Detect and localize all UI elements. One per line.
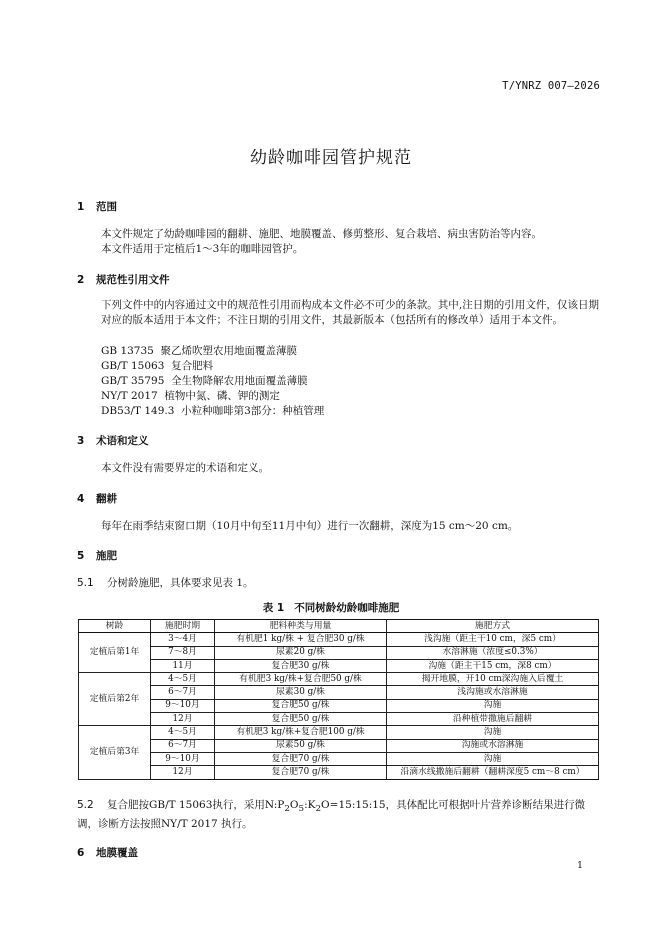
period-cell: 4～5月 xyxy=(151,673,215,686)
section-2-heading xyxy=(77,272,170,287)
section-4-heading xyxy=(77,491,117,506)
table-row xyxy=(79,766,599,779)
subscript: 2 xyxy=(284,804,290,815)
table-row xyxy=(79,752,599,765)
period-cell: 9～10月 xyxy=(151,752,215,765)
tree-age-cell: 定植后第3年 xyxy=(79,726,151,779)
reference-name: 聚乙烯吹塑农用地面覆盖薄膜 xyxy=(160,345,298,357)
clause-number: 5.2 xyxy=(77,799,94,811)
paragraph: 本文件没有需要界定的术语和定义。 xyxy=(101,462,269,474)
reference-code: GB 13735 xyxy=(101,345,154,357)
table-row xyxy=(79,713,599,726)
document-title: 幼龄咖啡园管护规范 xyxy=(250,148,412,168)
section-title: 范围 xyxy=(96,201,117,213)
section-4-body xyxy=(77,519,599,534)
table-label: 表 1 xyxy=(262,602,285,614)
section-3-body xyxy=(77,461,599,476)
subscript: 5 xyxy=(298,804,305,815)
section-title: 翻耕 xyxy=(96,493,117,505)
section-title: 规范性引用文件 xyxy=(96,274,170,286)
clause-5-1 xyxy=(77,576,599,591)
column-header: 肥料种类与用量 xyxy=(215,620,387,633)
clause-number: 5.1 xyxy=(77,577,94,589)
method-cell: 浅沟施（距主干10 cm，深5 cm） xyxy=(387,633,599,646)
period-cell: 12月 xyxy=(151,713,215,726)
clause-text-pre: 复合肥按GB/T 15063执行，采用N:P xyxy=(107,799,285,811)
tree-age-cell: 定植后第2年 xyxy=(79,673,151,726)
period-cell: 7～8月 xyxy=(151,646,215,659)
reference-item xyxy=(101,374,308,389)
table-row xyxy=(79,739,599,752)
fertilizer-cell: 有机肥3 kg/株+复合肥50 g/株 xyxy=(215,673,387,686)
method-cell: 沿滴水线撒施后翻耕（翻耕深度5 cm～8 cm） xyxy=(387,766,599,779)
fertilization-table xyxy=(78,619,599,780)
reference-name: 复合肥料 xyxy=(171,360,214,372)
document-number: T/YNRZ 007—2026 xyxy=(502,80,600,92)
fertilizer-cell: 有机肥3 kg/株+复合肥100 g/株 xyxy=(215,726,387,739)
section-title: 术语和定义 xyxy=(96,435,149,447)
period-cell: 4～5月 xyxy=(151,726,215,739)
subscript: 2 xyxy=(315,804,322,815)
table-caption xyxy=(0,600,662,615)
method-cell: 水溶淋施（浓度≤0.3%） xyxy=(387,646,599,659)
table-row xyxy=(79,659,599,672)
section-number: 1 xyxy=(77,201,85,213)
section-2-intro xyxy=(77,298,599,328)
paragraph: 下列文件中的内容通过文中的规范性引用而构成本文件必不可少的条款。其中,注日期的引用文件，仅该日期对应的版本适用于本文件；不注日期的引用文件，其最新版本（包括所有的修改单）适用于本文件。 xyxy=(101,299,599,326)
fertilizer-cell: 尿素20 g/株 xyxy=(215,646,387,659)
table-row xyxy=(79,633,599,646)
paragraph: 本文件规定了幼龄咖啡园的翻耕、施肥、地膜覆盖、修剪整形、复合栽培、病虫害防治等内容。 xyxy=(101,228,542,240)
method-cell: 沿种植带撒施后翻耕 xyxy=(387,713,599,726)
section-3-heading xyxy=(77,433,149,448)
method-cell: 沟施（距主干15 cm，深8 cm） xyxy=(387,659,599,672)
reference-item xyxy=(101,389,280,404)
reference-item xyxy=(101,359,213,374)
section-title: 施肥 xyxy=(96,550,117,562)
table-row xyxy=(79,646,599,659)
table-row xyxy=(79,726,599,739)
page-number: 1 xyxy=(576,860,583,871)
section-5-heading xyxy=(77,548,117,563)
column-header: 施肥时期 xyxy=(151,620,215,633)
period-cell: 12月 xyxy=(151,766,215,779)
section-number: 2 xyxy=(77,274,85,286)
column-header: 树龄 xyxy=(79,620,151,633)
reference-item xyxy=(101,404,324,419)
clause-text: 分树龄施肥，具体要求见表 1。 xyxy=(107,577,254,589)
fertilizer-cell: 复合肥70 g/株 xyxy=(215,752,387,765)
method-cell: 沟施 xyxy=(387,699,599,712)
period-cell: 11月 xyxy=(151,659,215,672)
fertilizer-cell: 复合肥70 g/株 xyxy=(215,766,387,779)
reference-code: NY/T 2017 xyxy=(101,390,158,402)
section-number: 5 xyxy=(77,550,85,562)
period-cell: 6～7月 xyxy=(151,686,215,699)
section-1-heading xyxy=(77,199,117,214)
fertilizer-cell: 复合肥50 g/株 xyxy=(215,713,387,726)
section-1-body xyxy=(77,227,599,257)
section-6-heading xyxy=(77,845,138,860)
formula-part: O xyxy=(289,799,299,811)
reference-item xyxy=(101,344,297,359)
paragraph: 每年在雨季结束窗口期（10月中旬至11月中旬）进行一次翻耕，深度为15 cm～20 cm。 xyxy=(101,520,519,532)
method-cell: 沟施 xyxy=(387,726,599,739)
section-title: 地膜覆盖 xyxy=(96,847,138,859)
fertilizer-cell: 复合肥30 g/株 xyxy=(215,659,387,672)
table-row xyxy=(79,699,599,712)
section-number: 3 xyxy=(77,435,85,447)
reference-code: DB53/T 149.3 xyxy=(101,405,175,417)
fertilizer-cell: 有机肥1 kg/株 + 复合肥30 g/株 xyxy=(215,633,387,646)
fertilizer-cell: 复合肥50 g/株 xyxy=(215,699,387,712)
method-cell: 揭开地膜，开10 cm深沟施入后覆土 xyxy=(387,673,599,686)
paragraph: 本文件适用于定植后1～3年的咖啡园管护。 xyxy=(101,243,304,255)
table-row xyxy=(79,686,599,699)
method-cell: 浅沟施或水溶淋施 xyxy=(387,686,599,699)
period-cell: 9～10月 xyxy=(151,699,215,712)
reference-name: 小粒种咖啡第3部分：种植管理 xyxy=(181,405,325,417)
table-title: 不同树龄幼龄咖啡施肥 xyxy=(294,602,400,614)
reference-code: GB/T 35795 xyxy=(101,375,165,387)
section-number: 4 xyxy=(77,493,85,505)
method-cell: 沟施或水溶淋施 xyxy=(387,739,599,752)
clause-text-post: O=15:15:15，具体配比可根据叶片营养诊断结果进行微调，诊断方法按照NY/T 2017 执行。 xyxy=(77,799,586,831)
period-cell: 3～4月 xyxy=(151,633,215,646)
table-row xyxy=(79,673,599,686)
reference-name: 全生物降解农用地面覆盖薄膜 xyxy=(171,375,308,387)
period-cell: 6～7月 xyxy=(151,739,215,752)
column-header: 施肥方式 xyxy=(387,620,599,633)
fertilizer-cell: 尿素50 g/株 xyxy=(215,739,387,752)
fertilizer-cell: 尿素30 g/株 xyxy=(215,686,387,699)
formula-part: :K xyxy=(304,799,316,811)
reference-code: GB/T 15063 xyxy=(101,360,165,372)
clause-5-2 xyxy=(77,798,599,832)
reference-name: 植物中氮、磷、钾的测定 xyxy=(164,390,280,402)
section-number: 6 xyxy=(77,847,85,859)
table-header-row xyxy=(79,620,599,633)
method-cell: 沟施 xyxy=(387,752,599,765)
tree-age-cell: 定植后第1年 xyxy=(79,633,151,673)
